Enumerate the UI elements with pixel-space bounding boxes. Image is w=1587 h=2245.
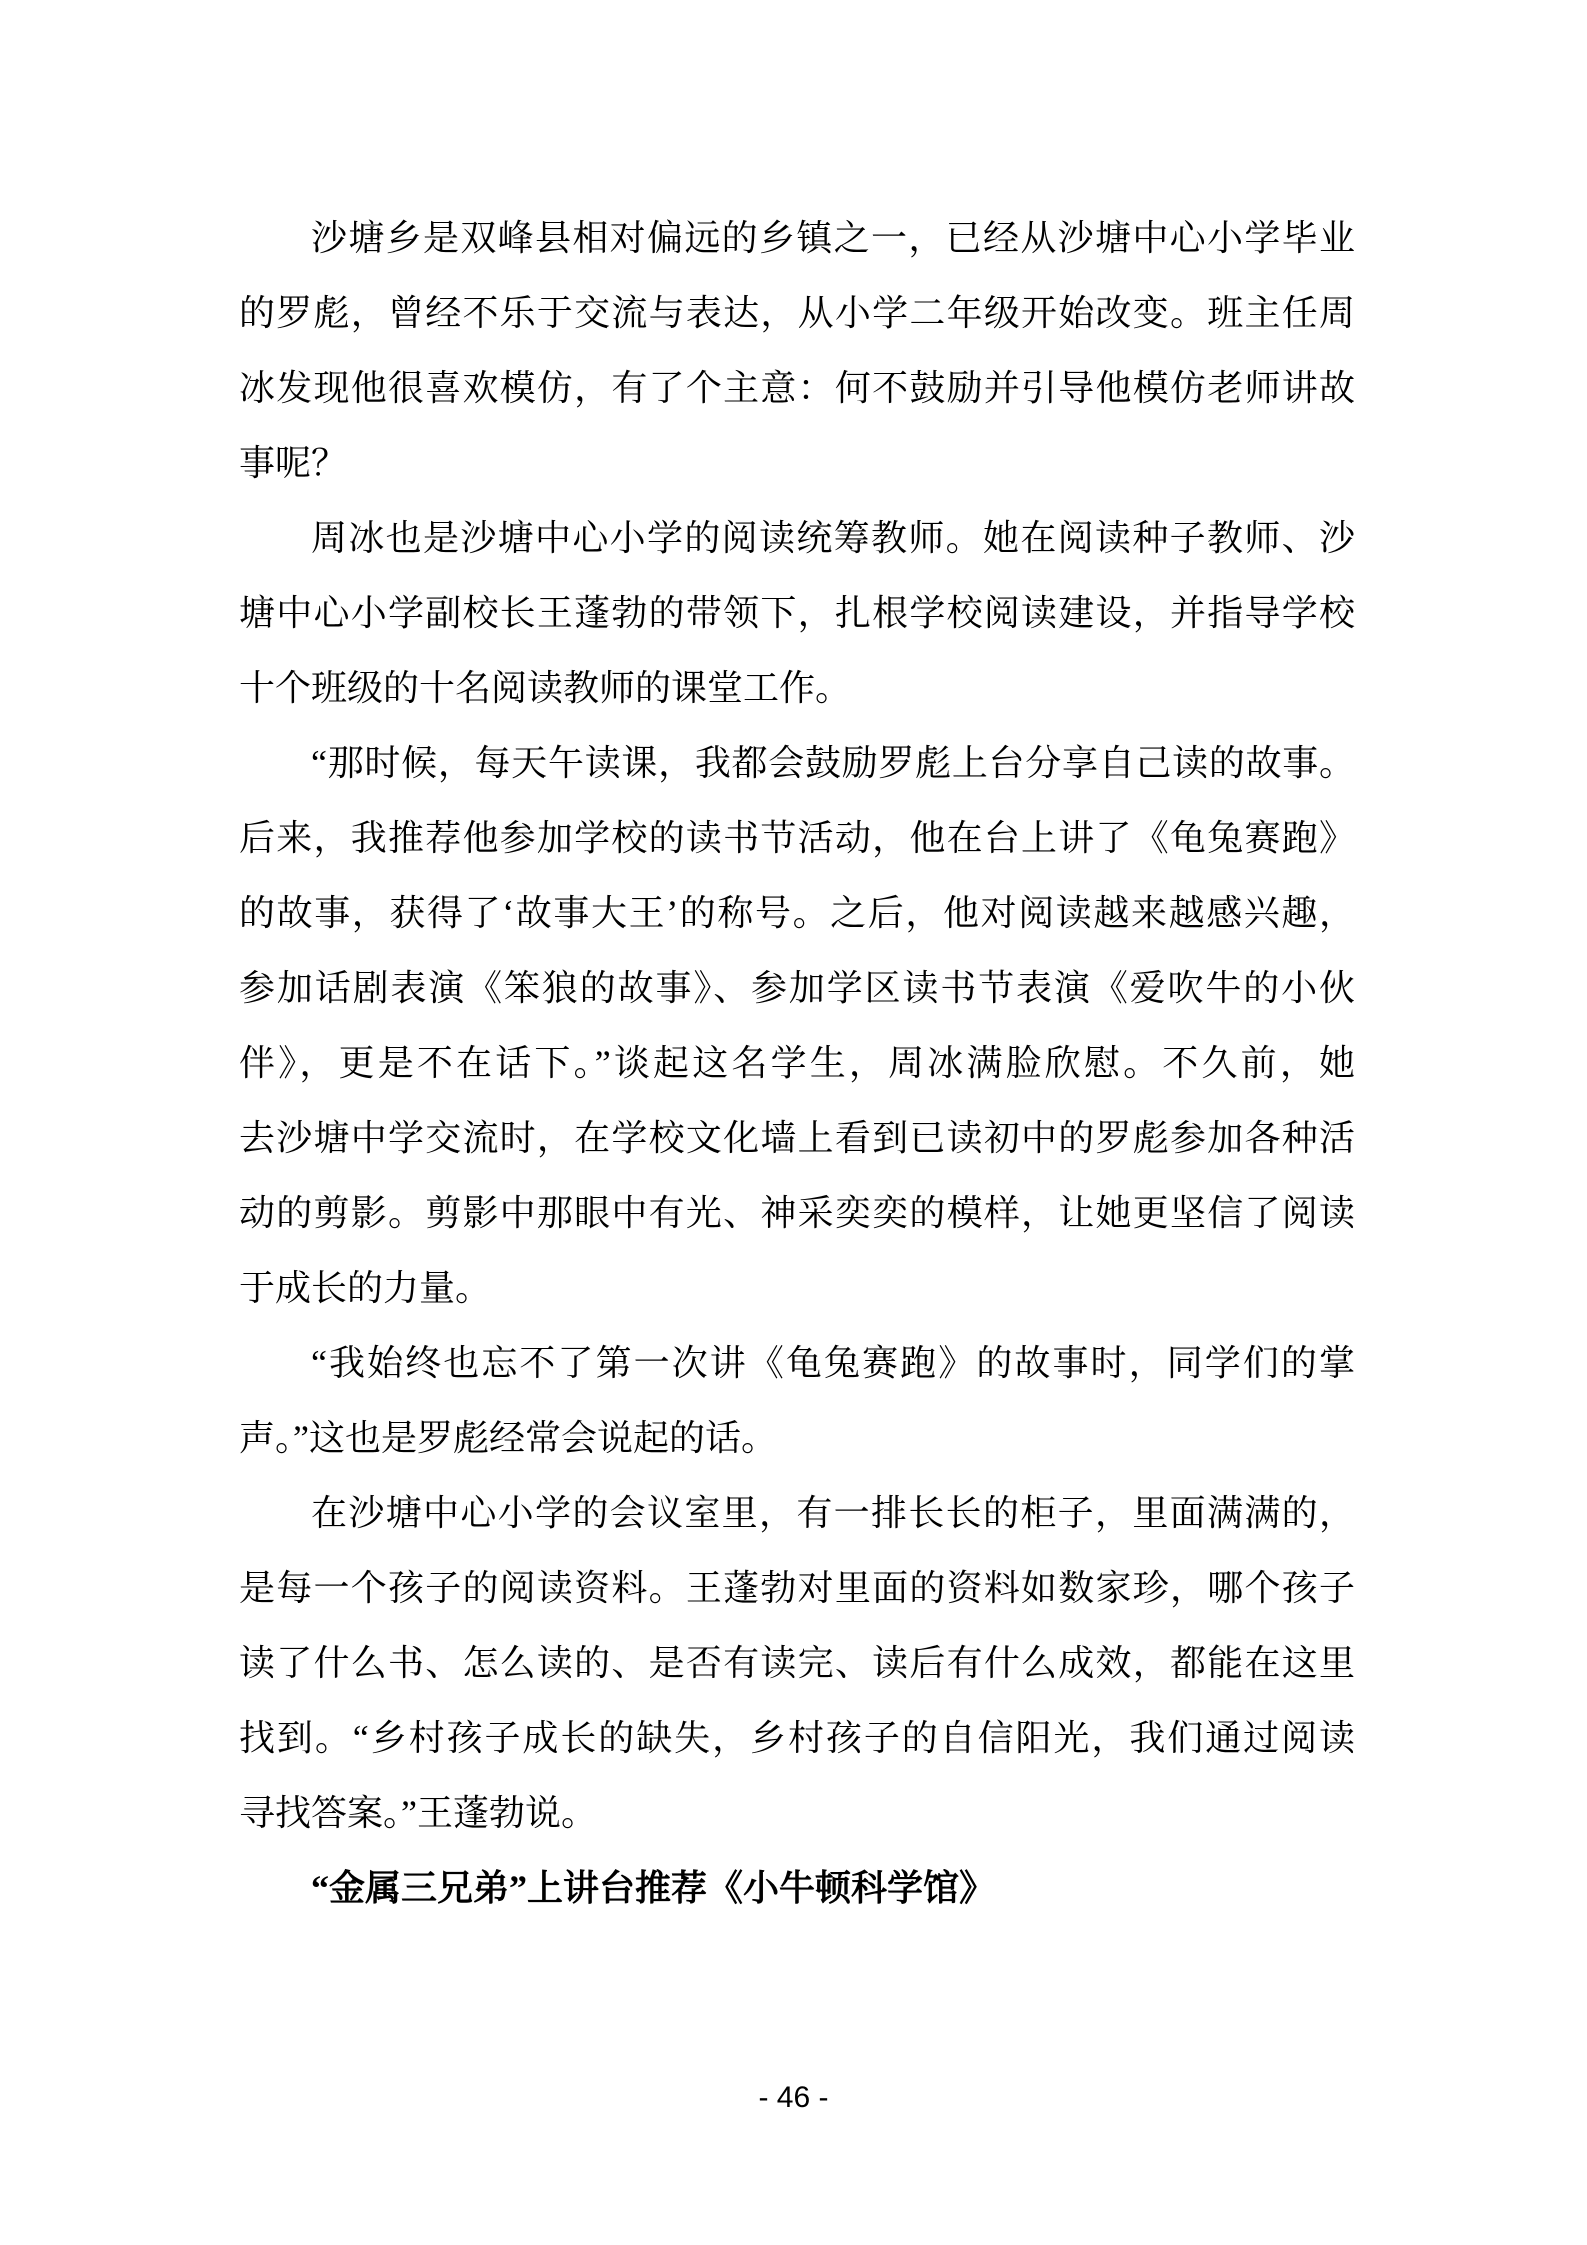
paragraph [239,501,1355,726]
text-line: 的罗彪，曾经不乐于交流与表达，从小学二年级开始改变。班主任周 [239,293,1355,333]
text-line: 的故事，获得了‘故事大王’的称号。之后，他对阅读越来越感兴趣， [239,893,1355,933]
paragraph [239,201,1355,501]
section-heading [239,1851,1355,1926]
text-line: 沙塘乡是双峰县相对偏远的乡镇之一，已经从沙塘中心小学毕业 [311,218,1355,258]
paragraph [239,726,1355,1326]
paragraph [239,1476,1355,1851]
text-line: “那时候，每天午读课，我都会鼓励罗彪上台分享自己读的故事。 [311,743,1355,783]
text-line: 声。”这也是罗彪经常会说起的话。 [239,1418,777,1458]
text-line: 后来，我推荐他参加学校的读书节活动，他在台上讲了《龟兔赛跑》 [239,818,1355,858]
paragraph [239,1326,1355,1476]
text-line: 于成长的力量。 [239,1268,492,1308]
text-line: 寻找答案。”王蓬勃说。 [239,1793,597,1833]
text-line: 找到。“乡村孩子成长的缺失，乡村孩子的自信阳光，我们通过阅读 [239,1718,1355,1758]
text-line: 周冰也是沙塘中心小学的阅读统筹教师。她在阅读种子教师、沙 [311,518,1355,558]
page-footer [0,2078,1587,2118]
text-line: 冰发现他很喜欢模仿，有了个主意：何不鼓励并引导他模仿老师讲故 [239,368,1355,408]
text-line: 参加话剧表演《笨狼的故事》、参加学区读书节表演《爱吹牛的小伙 [239,968,1355,1008]
text-line: 十个班级的十名阅读教师的课堂工作。 [239,668,852,708]
text-line: 伴》，更是不在话下。”谈起这名学生，周冰满脸欣慰。不久前，她 [239,1043,1355,1083]
document-body [239,201,1355,1926]
text-line: “我始终也忘不了第一次讲《龟兔赛跑》的故事时，同学们的掌 [311,1343,1355,1383]
text-line: 读了什么书、怎么读的、是否有读完、读后有什么成效，都能在这里 [239,1643,1355,1683]
text-line: 是每一个孩子的阅读资料。王蓬勃对里面的资料如数家珍，哪个孩子 [239,1568,1355,1608]
text-line: “金属三兄弟”上讲台推荐《小牛顿科学馆》 [311,1868,996,1908]
text-line: 动的剪影。剪影中那眼中有光、神采奕奕的模样，让她更坚信了阅读 [239,1193,1355,1233]
page-number: - 46 - [758,2081,829,2114]
text-line: 事呢？ [239,443,348,483]
text-line: 塘中心小学副校长王蓬勃的带领下，扎根学校阅读建设，并指导学校 [239,593,1355,633]
text-line: 在沙塘中心小学的会议室里，有一排长长的柜子，里面满满的， [311,1493,1355,1533]
text-line: 去沙塘中学交流时，在学校文化墙上看到已读初中的罗彪参加各种活 [239,1118,1355,1158]
